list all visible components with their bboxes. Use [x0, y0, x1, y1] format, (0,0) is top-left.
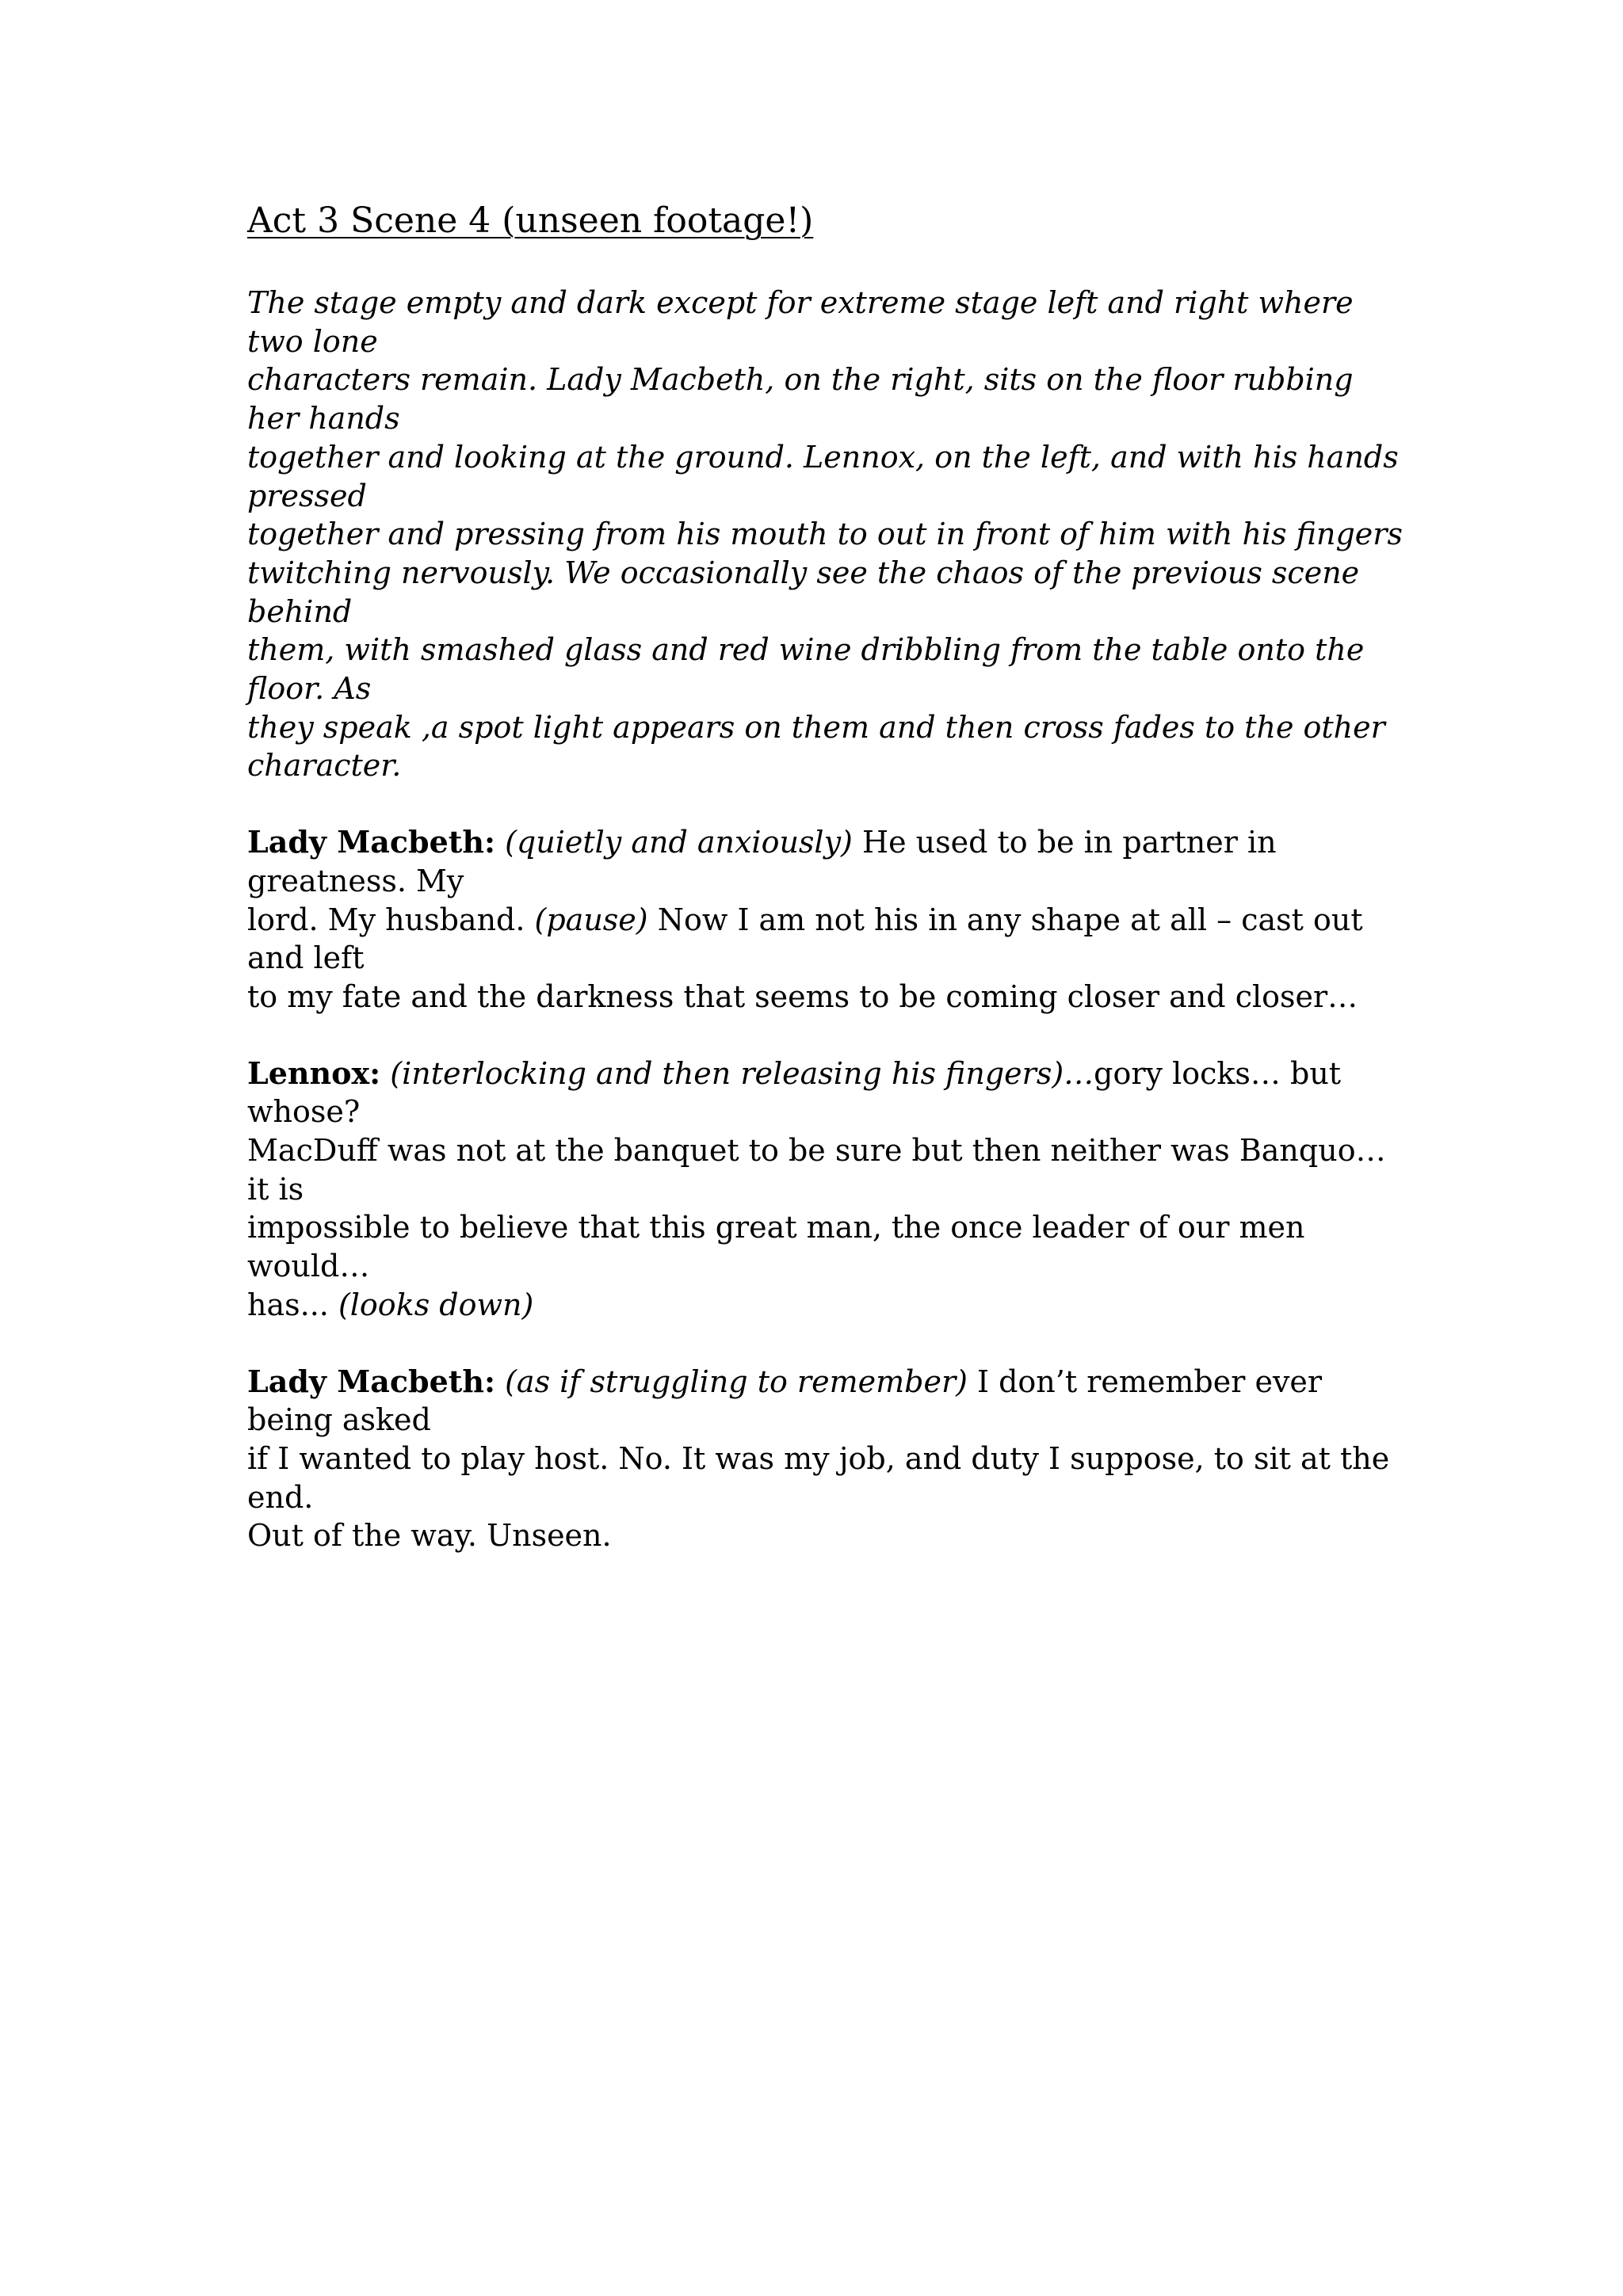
speaker-name: Lady Macbeth:	[247, 824, 495, 860]
stage-directions: The stage empty and dark except for extreme stage left and right where two lone characters remain. Lady Macbeth, on the right, sits on the floor rubbing her hands together and looking at the ground. Lennox, on the left, and with his hands pressed together and pressing from his mouth to out in front of him with his fingers twitching nervously. We occasionally see the chaos of the previous scene behind them, with smashed glass and red wine dribbling from the table onto the floor. As they speak ,a spot light appears on them and then cross fades to the other character.	[247, 285, 1403, 784]
speech-text: I don’t remember ever being asked if I wanted to play host. No. It was my job, and duty I suppose, to sit at the end. Out of the way. Unseen.	[247, 1363, 1390, 1554]
speech-lady-macbeth-2	[247, 1363, 1404, 1556]
stage-direction-inline: (looks down)	[338, 1287, 534, 1322]
stage-direction-inline: (interlocking and then releasing his fingers)…	[390, 1055, 1094, 1091]
speech-text: gory locks… but whose? MacDuff was not at the banquet to be sure but then neither was Banquo…it is impossible to believe that this great man, the once leader of our men would… has...	[247, 1055, 1386, 1322]
document-body	[247, 196, 1404, 1555]
speaker-name: Lennox:	[247, 1055, 381, 1091]
speech-text: He used to be in partner in greatness. My lord. My husband.	[247, 825, 1277, 937]
stage-direction-inline: (quietly and anxiously)	[505, 825, 853, 860]
stage-direction-inline: (as if struggling to remember)	[505, 1363, 968, 1399]
speaker-name: Lady Macbeth:	[247, 1363, 495, 1399]
speech-lennox	[247, 1055, 1404, 1325]
speech-lady-macbeth-1	[247, 823, 1404, 1016]
stage-direction-inline: (pause)	[534, 902, 648, 937]
document-title: Act 3 Scene 4 (unseen footage!)	[247, 200, 814, 241]
speech-text: Now I am not his in any shape at all – cast out and left to my fate and the darkness that seems to be coming closer and closer…	[247, 902, 1363, 1014]
